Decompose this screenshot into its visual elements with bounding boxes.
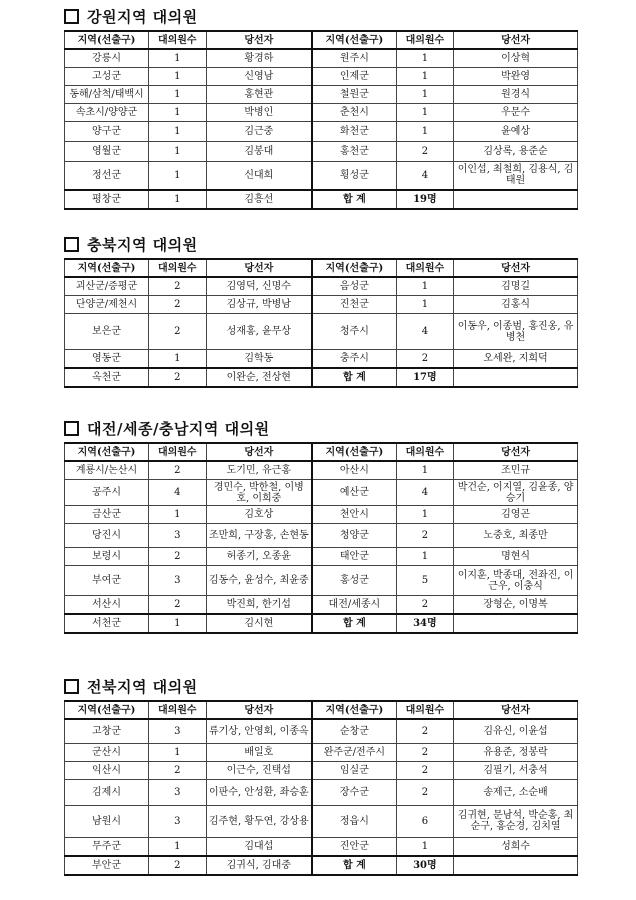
count-cell: 1	[149, 190, 206, 209]
table-row	[65, 548, 578, 566]
table-row	[65, 719, 578, 743]
section-heading	[64, 674, 636, 698]
region-cell: 서산시	[65, 596, 149, 615]
elected-cell: 배일호	[206, 743, 312, 761]
count-cell: 1	[149, 743, 206, 761]
column-header: 지역(선출구)	[65, 443, 149, 461]
table-header-row	[65, 259, 578, 277]
column-header: 당선자	[206, 31, 312, 49]
count-cell: 1	[149, 68, 206, 86]
count-cell: 2	[149, 548, 206, 566]
region-cell: 군산시	[65, 743, 149, 761]
region-section	[64, 4, 636, 210]
column-header: 대의원수	[149, 443, 206, 461]
elected-cell: 명현식	[454, 548, 578, 566]
region-cell: 진천군	[312, 296, 396, 314]
elected-cell: 신영남	[206, 68, 312, 86]
region-cell: 순창군	[312, 719, 396, 743]
column-header: 대의원수	[396, 259, 453, 277]
region-cell: 대전/세종시	[312, 596, 396, 615]
empty-cell	[454, 368, 578, 387]
delegate-table	[64, 30, 578, 210]
column-header: 대의원수	[149, 259, 206, 277]
elected-cell: 이근수, 진택섭	[206, 761, 312, 779]
count-cell: 2	[396, 719, 453, 743]
count-cell: 1	[149, 614, 206, 633]
elected-cell: 김호상	[206, 506, 312, 524]
elected-cell: 김동수, 윤성수, 최윤중	[206, 566, 312, 596]
elected-cell: 김귀현, 문남석, 박순홍, 최순구, 홍순경, 김치열	[454, 805, 578, 837]
count-cell: 1	[396, 506, 453, 524]
elected-cell: 김영곤	[454, 506, 578, 524]
table-row	[65, 350, 578, 369]
count-cell: 1	[396, 548, 453, 566]
table-row	[65, 86, 578, 104]
count-cell: 1	[149, 86, 206, 104]
column-header: 지역(선출구)	[312, 443, 396, 461]
table-row	[65, 805, 578, 837]
region-cell: 김제시	[65, 779, 149, 805]
region-cell: 화천군	[312, 122, 396, 142]
checkbox-icon	[64, 679, 79, 694]
region-cell: 양구군	[65, 122, 149, 142]
region-cell: 고창군	[65, 719, 149, 743]
column-header: 대의원수	[396, 701, 453, 719]
elected-cell: 김상록, 용준순	[454, 142, 578, 162]
count-cell: 2	[149, 596, 206, 615]
elected-cell: 원경식	[454, 86, 578, 104]
elected-cell: 황경하	[206, 49, 312, 68]
section-heading	[64, 4, 636, 28]
count-cell: 1	[149, 49, 206, 68]
total-label: 합 계	[312, 614, 396, 633]
region-cell: 홍성군	[312, 566, 396, 596]
column-header: 당선자	[206, 701, 312, 719]
checkbox-icon	[64, 9, 79, 24]
count-cell: 1	[149, 350, 206, 369]
column-header: 당선자	[206, 443, 312, 461]
empty-cell	[454, 614, 578, 633]
count-cell: 2	[396, 743, 453, 761]
total-count: 19명	[396, 190, 453, 209]
elected-cell: 오세완, 지희덕	[454, 350, 578, 369]
region-cell: 천안시	[312, 506, 396, 524]
delegate-table	[64, 442, 578, 634]
count-cell: 1	[396, 122, 453, 142]
table-row	[65, 524, 578, 548]
table-header-row	[65, 443, 578, 461]
region-cell: 장수군	[312, 779, 396, 805]
table-row	[65, 104, 578, 122]
region-cell: 태안군	[312, 548, 396, 566]
table-header-row	[65, 31, 578, 49]
table-row	[65, 277, 578, 296]
count-cell: 3	[149, 719, 206, 743]
count-cell: 1	[149, 104, 206, 122]
table-row	[65, 142, 578, 162]
empty-cell	[454, 856, 578, 875]
count-cell: 3	[149, 524, 206, 548]
count-cell: 2	[396, 596, 453, 615]
count-cell: 3	[149, 566, 206, 596]
elected-cell: 김대섭	[206, 837, 312, 856]
elected-cell: 이상혁	[454, 49, 578, 68]
column-header: 당선자	[454, 259, 578, 277]
table-header-row	[65, 701, 578, 719]
count-cell: 1	[396, 86, 453, 104]
count-cell: 2	[396, 779, 453, 805]
region-cell: 보은군	[65, 314, 149, 350]
elected-cell: 류기상, 안영회, 이종옥	[206, 719, 312, 743]
elected-cell: 송제근, 소순배	[454, 779, 578, 805]
region-cell: 금산군	[65, 506, 149, 524]
table-row	[65, 856, 578, 875]
table-row	[65, 761, 578, 779]
count-cell: 1	[149, 122, 206, 142]
table-row	[65, 596, 578, 615]
count-cell: 2	[149, 314, 206, 350]
region-cell: 청양군	[312, 524, 396, 548]
region-cell: 단양군/제천시	[65, 296, 149, 314]
region-cell: 공주시	[65, 480, 149, 506]
section-heading	[64, 232, 636, 256]
table-row	[65, 779, 578, 805]
elected-cell: 김주현, 황두연, 강상용	[206, 805, 312, 837]
count-cell: 1	[149, 506, 206, 524]
elected-cell: 김홍식	[454, 296, 578, 314]
elected-cell: 김시현	[206, 614, 312, 633]
elected-cell: 조민규	[454, 461, 578, 480]
column-header: 대의원수	[396, 443, 453, 461]
region-cell: 서천군	[65, 614, 149, 633]
count-cell: 1	[396, 68, 453, 86]
region-cell: 고성군	[65, 68, 149, 86]
table-row	[65, 190, 578, 209]
column-header: 당선자	[454, 31, 578, 49]
section-title: 대전/세종/충남지역 대의원	[87, 419, 270, 438]
count-cell: 5	[396, 566, 453, 596]
elected-cell: 이완순, 전상현	[206, 368, 312, 387]
total-label: 합 계	[312, 368, 396, 387]
elected-cell: 이지훈, 박종대, 전좌진, 이근우, 이충식	[454, 566, 578, 596]
column-header: 대의원수	[149, 701, 206, 719]
region-section	[64, 674, 636, 876]
region-cell: 원주시	[312, 49, 396, 68]
count-cell: 2	[396, 350, 453, 369]
elected-cell: 우문수	[454, 104, 578, 122]
section-heading	[64, 416, 636, 440]
section-title: 충북지역 대의원	[87, 235, 198, 254]
elected-cell: 성재홍, 윤무상	[206, 314, 312, 350]
table-row	[65, 68, 578, 86]
count-cell: 2	[396, 142, 453, 162]
table-row	[65, 314, 578, 350]
elected-cell: 도기민, 유근홍	[206, 461, 312, 480]
region-cell: 영동군	[65, 350, 149, 369]
region-cell: 평창군	[65, 190, 149, 209]
count-cell: 2	[149, 296, 206, 314]
elected-cell: 허종기, 오종윤	[206, 548, 312, 566]
region-cell: 익산시	[65, 761, 149, 779]
elected-cell: 김봉대	[206, 142, 312, 162]
region-cell: 괴산군/증평군	[65, 277, 149, 296]
section-title: 강원지역 대의원	[87, 7, 198, 26]
elected-cell: 이판수, 안성환, 좌승훈	[206, 779, 312, 805]
column-header: 지역(선출구)	[65, 259, 149, 277]
region-cell: 인제군	[312, 68, 396, 86]
count-cell: 2	[396, 761, 453, 779]
column-header: 지역(선출구)	[65, 31, 149, 49]
region-cell: 부안군	[65, 856, 149, 875]
elected-cell: 이동우, 이종범, 홍진옹, 유병천	[454, 314, 578, 350]
count-cell: 2	[149, 368, 206, 387]
region-cell: 속초시/양양군	[65, 104, 149, 122]
elected-cell: 김근중	[206, 122, 312, 142]
total-count: 30명	[396, 856, 453, 875]
delegate-table	[64, 700, 578, 876]
region-cell: 강릉시	[65, 49, 149, 68]
count-cell: 4	[396, 480, 453, 506]
column-header: 지역(선출구)	[65, 701, 149, 719]
region-cell: 충주시	[312, 350, 396, 369]
column-header: 지역(선출구)	[312, 31, 396, 49]
region-cell: 아산시	[312, 461, 396, 480]
region-cell: 철원군	[312, 86, 396, 104]
count-cell: 1	[396, 277, 453, 296]
table-row	[65, 566, 578, 596]
elected-cell: 경민수, 박한철, 이병호, 이희중	[206, 480, 312, 506]
column-header: 지역(선출구)	[312, 259, 396, 277]
column-header: 당선자	[206, 259, 312, 277]
count-cell: 1	[396, 837, 453, 856]
elected-cell: 노중호, 최종만	[454, 524, 578, 548]
elected-cell: 신대희	[206, 162, 312, 190]
elected-cell: 김학동	[206, 350, 312, 369]
count-cell: 2	[149, 856, 206, 875]
count-cell: 1	[396, 49, 453, 68]
table-row	[65, 506, 578, 524]
region-cell: 정읍시	[312, 805, 396, 837]
total-label: 합 계	[312, 190, 396, 209]
elected-cell: 김필기, 서충석	[454, 761, 578, 779]
elected-cell: 홍현관	[206, 86, 312, 104]
table-row	[65, 480, 578, 506]
elected-cell: 박완영	[454, 68, 578, 86]
count-cell: 2	[149, 461, 206, 480]
region-cell: 동해/삼척/태백시	[65, 86, 149, 104]
region-cell: 보령시	[65, 548, 149, 566]
column-header: 대의원수	[149, 31, 206, 49]
elected-cell: 김귀식, 김대중	[206, 856, 312, 875]
count-cell: 1	[396, 461, 453, 480]
checkbox-icon	[64, 237, 79, 252]
empty-cell	[454, 190, 578, 209]
elected-cell: 김명길	[454, 277, 578, 296]
count-cell: 2	[396, 524, 453, 548]
region-cell: 춘천시	[312, 104, 396, 122]
table-row	[65, 837, 578, 856]
count-cell: 2	[149, 761, 206, 779]
region-cell: 청주시	[312, 314, 396, 350]
region-cell: 임실군	[312, 761, 396, 779]
elected-cell: 유용준, 정봉락	[454, 743, 578, 761]
elected-cell: 윤예상	[454, 122, 578, 142]
region-cell: 영월군	[65, 142, 149, 162]
elected-cell: 박병인	[206, 104, 312, 122]
count-cell: 3	[149, 779, 206, 805]
region-cell: 음성군	[312, 277, 396, 296]
column-header: 지역(선출구)	[312, 701, 396, 719]
column-header: 당선자	[454, 701, 578, 719]
region-section	[64, 416, 636, 634]
total-count: 34명	[396, 614, 453, 633]
elected-cell: 성희수	[454, 837, 578, 856]
region-cell: 당진시	[65, 524, 149, 548]
elected-cell: 박건순, 이지열, 김윤종, 양승기	[454, 480, 578, 506]
region-cell: 옥천군	[65, 368, 149, 387]
elected-cell: 김영덕, 신명수	[206, 277, 312, 296]
table-row	[65, 461, 578, 480]
count-cell: 4	[396, 314, 453, 350]
region-cell: 횡성군	[312, 162, 396, 190]
table-row	[65, 49, 578, 68]
count-cell: 1	[149, 162, 206, 190]
elected-cell: 이인섭, 최철희, 김용식, 김태원	[454, 162, 578, 190]
column-header: 대의원수	[396, 31, 453, 49]
total-label: 합 계	[312, 856, 396, 875]
count-cell: 1	[396, 104, 453, 122]
table-row	[65, 296, 578, 314]
count-cell: 2	[149, 277, 206, 296]
table-row	[65, 743, 578, 761]
elected-cell: 조만희, 구장홍, 손현동	[206, 524, 312, 548]
count-cell: 1	[149, 142, 206, 162]
elected-cell: 김상규, 박병남	[206, 296, 312, 314]
region-cell: 계룡시/논산시	[65, 461, 149, 480]
elected-cell: 장형순, 이명복	[454, 596, 578, 615]
count-cell: 3	[149, 805, 206, 837]
table-row	[65, 122, 578, 142]
table-row	[65, 162, 578, 190]
region-cell: 무주군	[65, 837, 149, 856]
region-cell: 홍천군	[312, 142, 396, 162]
table-row	[65, 368, 578, 387]
count-cell: 1	[396, 296, 453, 314]
count-cell: 1	[149, 837, 206, 856]
elected-cell: 박진희, 한기섭	[206, 596, 312, 615]
region-cell: 완주군/전주시	[312, 743, 396, 761]
elected-cell: 김유신, 이윤섭	[454, 719, 578, 743]
column-header: 당선자	[454, 443, 578, 461]
region-section	[64, 232, 636, 388]
section-title: 전북지역 대의원	[87, 677, 198, 696]
count-cell: 6	[396, 805, 453, 837]
count-cell: 4	[396, 162, 453, 190]
count-cell: 4	[149, 480, 206, 506]
total-count: 17명	[396, 368, 453, 387]
elected-cell: 김흥선	[206, 190, 312, 209]
region-cell: 남원시	[65, 805, 149, 837]
checkbox-icon	[64, 421, 79, 436]
delegate-table	[64, 258, 578, 388]
region-cell: 진안군	[312, 837, 396, 856]
region-cell: 정선군	[65, 162, 149, 190]
table-row	[65, 614, 578, 633]
region-cell: 예산군	[312, 480, 396, 506]
region-cell: 부여군	[65, 566, 149, 596]
